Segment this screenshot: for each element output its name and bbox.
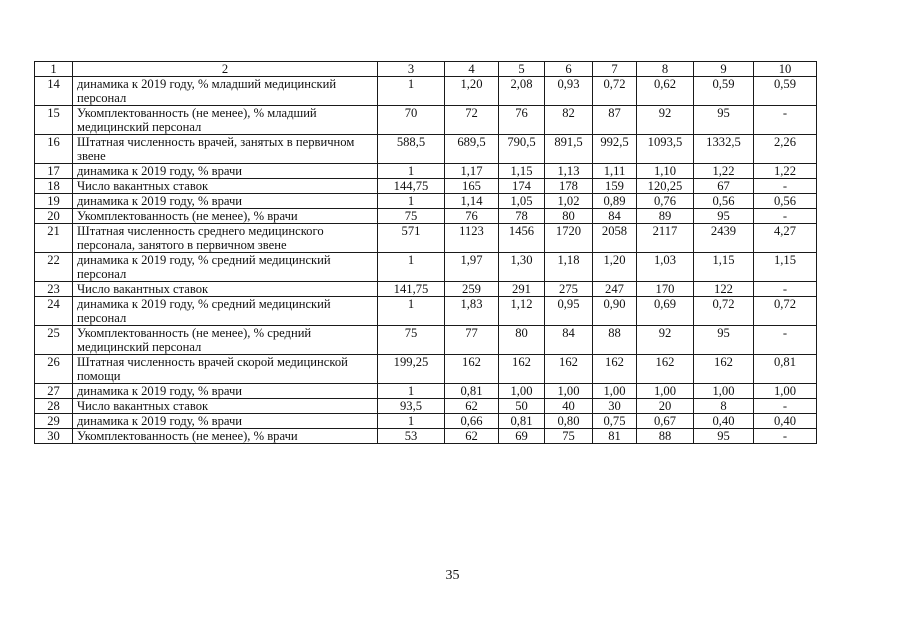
value-cell: 1,00 <box>754 384 817 399</box>
value-cell: 2,26 <box>754 135 817 164</box>
value-cell: 275 <box>545 282 593 297</box>
table-row <box>35 77 817 106</box>
value-cell: 92 <box>637 326 694 355</box>
value-cell: 1,12 <box>499 297 545 326</box>
value-cell: - <box>754 429 817 444</box>
row-number-cell: 30 <box>35 429 73 444</box>
value-cell: 1 <box>378 77 445 106</box>
value-cell: 82 <box>545 106 593 135</box>
value-cell: 89 <box>637 209 694 224</box>
value-cell: 1 <box>378 253 445 282</box>
value-cell: 81 <box>593 429 637 444</box>
value-cell: 75 <box>545 429 593 444</box>
table-row <box>35 355 817 384</box>
value-cell: 1,15 <box>754 253 817 282</box>
header-cell: 7 <box>593 62 637 77</box>
value-cell: - <box>754 209 817 224</box>
value-cell: 87 <box>593 106 637 135</box>
value-cell: 1,97 <box>445 253 499 282</box>
row-number-cell: 25 <box>35 326 73 355</box>
value-cell: 1 <box>378 384 445 399</box>
value-cell: 0,81 <box>499 414 545 429</box>
table-row <box>35 297 817 326</box>
value-cell: 2117 <box>637 224 694 253</box>
value-cell: 0,72 <box>754 297 817 326</box>
value-cell: 571 <box>378 224 445 253</box>
table-row <box>35 399 817 414</box>
value-cell: 1,22 <box>694 164 754 179</box>
value-cell: 588,5 <box>378 135 445 164</box>
table-row <box>35 253 817 282</box>
value-cell: 1,18 <box>545 253 593 282</box>
value-cell: 259 <box>445 282 499 297</box>
value-cell: 0,80 <box>545 414 593 429</box>
value-cell: 0,72 <box>694 297 754 326</box>
value-cell: 1,00 <box>499 384 545 399</box>
value-cell: 0,95 <box>545 297 593 326</box>
value-cell: 162 <box>545 355 593 384</box>
table-row <box>35 179 817 194</box>
indicator-name-cell: Штатная численность среднего медицинского персонала, занятого в первичном звене <box>73 224 378 253</box>
value-cell: 162 <box>593 355 637 384</box>
value-cell: 1 <box>378 164 445 179</box>
value-cell: 53 <box>378 429 445 444</box>
table-header-row <box>35 62 817 77</box>
value-cell: 0,59 <box>754 77 817 106</box>
indicator-name-cell: динамика к 2019 году, % средний медицинский персонал <box>73 297 378 326</box>
value-cell: 0,76 <box>637 194 694 209</box>
value-cell: 0,81 <box>754 355 817 384</box>
value-cell: - <box>754 179 817 194</box>
staffing-table <box>34 61 817 444</box>
value-cell: 75 <box>378 326 445 355</box>
indicator-name-cell: Число вакантных ставок <box>73 399 378 414</box>
header-cell: 5 <box>499 62 545 77</box>
value-cell: 1,15 <box>499 164 545 179</box>
row-number-cell: 17 <box>35 164 73 179</box>
value-cell: 2058 <box>593 224 637 253</box>
row-number-cell: 28 <box>35 399 73 414</box>
value-cell: 291 <box>499 282 545 297</box>
value-cell: 178 <box>545 179 593 194</box>
row-number-cell: 22 <box>35 253 73 282</box>
value-cell: 1,00 <box>694 384 754 399</box>
value-cell: 72 <box>445 106 499 135</box>
value-cell: 1720 <box>545 224 593 253</box>
value-cell: 0,62 <box>637 77 694 106</box>
value-cell: 1,83 <box>445 297 499 326</box>
value-cell: 120,25 <box>637 179 694 194</box>
row-number-cell: 18 <box>35 179 73 194</box>
row-number-cell: 21 <box>35 224 73 253</box>
value-cell: 992,5 <box>593 135 637 164</box>
value-cell: 88 <box>593 326 637 355</box>
indicator-name-cell: Укомплектованность (не менее), % врачи <box>73 429 378 444</box>
value-cell: 1,02 <box>545 194 593 209</box>
value-cell: 1,30 <box>499 253 545 282</box>
value-cell: 0,72 <box>593 77 637 106</box>
row-number-cell: 16 <box>35 135 73 164</box>
header-cell: 8 <box>637 62 694 77</box>
header-cell: 4 <box>445 62 499 77</box>
value-cell: 76 <box>445 209 499 224</box>
value-cell: 70 <box>378 106 445 135</box>
value-cell: 0,40 <box>694 414 754 429</box>
value-cell: 80 <box>499 326 545 355</box>
value-cell: 0,93 <box>545 77 593 106</box>
value-cell: 50 <box>499 399 545 414</box>
table-row <box>35 282 817 297</box>
value-cell: 1 <box>378 297 445 326</box>
value-cell: 0,67 <box>637 414 694 429</box>
value-cell: 92 <box>637 106 694 135</box>
value-cell: 95 <box>694 106 754 135</box>
value-cell: 1,14 <box>445 194 499 209</box>
value-cell: 4,27 <box>754 224 817 253</box>
value-cell: 0,40 <box>754 414 817 429</box>
value-cell: 95 <box>694 429 754 444</box>
indicator-name-cell: Штатная численность врачей скорой медицинской помощи <box>73 355 378 384</box>
value-cell: 78 <box>499 209 545 224</box>
value-cell: - <box>754 399 817 414</box>
table-row <box>35 414 817 429</box>
value-cell: 141,75 <box>378 282 445 297</box>
value-cell: 1,20 <box>445 77 499 106</box>
value-cell: 790,5 <box>499 135 545 164</box>
value-cell: 1,15 <box>694 253 754 282</box>
header-cell: 1 <box>35 62 73 77</box>
value-cell: 62 <box>445 429 499 444</box>
table-row <box>35 209 817 224</box>
row-number-cell: 20 <box>35 209 73 224</box>
value-cell: 1 <box>378 194 445 209</box>
table-body <box>35 62 817 444</box>
table-row <box>35 224 817 253</box>
value-cell: 1,11 <box>593 164 637 179</box>
value-cell: 88 <box>637 429 694 444</box>
value-cell: 1,00 <box>545 384 593 399</box>
header-cell: 10 <box>754 62 817 77</box>
table-row <box>35 384 817 399</box>
indicator-name-cell: динамика к 2019 году, % врачи <box>73 414 378 429</box>
value-cell: 1,22 <box>754 164 817 179</box>
table-row <box>35 429 817 444</box>
indicator-name-cell: Укомплектованность (не менее), % врачи <box>73 209 378 224</box>
value-cell: 199,25 <box>378 355 445 384</box>
value-cell: - <box>754 106 817 135</box>
value-cell: 30 <box>593 399 637 414</box>
indicator-name-cell: динамика к 2019 году, % младший медицинский персонал <box>73 77 378 106</box>
indicator-name-cell: динамика к 2019 году, % средний медицинский персонал <box>73 253 378 282</box>
value-cell: 1456 <box>499 224 545 253</box>
row-number-cell: 29 <box>35 414 73 429</box>
header-cell: 3 <box>378 62 445 77</box>
value-cell: 84 <box>593 209 637 224</box>
value-cell: 165 <box>445 179 499 194</box>
value-cell: 1,13 <box>545 164 593 179</box>
row-number-cell: 24 <box>35 297 73 326</box>
header-cell: 2 <box>73 62 378 77</box>
indicator-name-cell: Число вакантных ставок <box>73 179 378 194</box>
value-cell: 0,69 <box>637 297 694 326</box>
header-cell: 6 <box>545 62 593 77</box>
row-number-cell: 14 <box>35 77 73 106</box>
value-cell: 67 <box>694 179 754 194</box>
table-row <box>35 194 817 209</box>
value-cell: 95 <box>694 326 754 355</box>
value-cell: 247 <box>593 282 637 297</box>
value-cell: 1,17 <box>445 164 499 179</box>
indicator-name-cell: динамика к 2019 году, % врачи <box>73 384 378 399</box>
indicator-name-cell: динамика к 2019 году, % врачи <box>73 164 378 179</box>
value-cell: 159 <box>593 179 637 194</box>
value-cell: 122 <box>694 282 754 297</box>
value-cell: 8 <box>694 399 754 414</box>
value-cell: 0,89 <box>593 194 637 209</box>
header-cell: 9 <box>694 62 754 77</box>
value-cell: - <box>754 282 817 297</box>
table-row <box>35 106 817 135</box>
value-cell: 891,5 <box>545 135 593 164</box>
row-number-cell: 19 <box>35 194 73 209</box>
value-cell: 84 <box>545 326 593 355</box>
value-cell: 144,75 <box>378 179 445 194</box>
indicator-name-cell: Укомплектованность (не менее), % младший медицинский персонал <box>73 106 378 135</box>
row-number-cell: 26 <box>35 355 73 384</box>
page-number: 35 <box>445 568 460 583</box>
value-cell: 1332,5 <box>694 135 754 164</box>
indicator-name-cell: Штатная численность врачей, занятых в первичном звене <box>73 135 378 164</box>
value-cell: 1,00 <box>593 384 637 399</box>
row-number-cell: 15 <box>35 106 73 135</box>
value-cell: 1123 <box>445 224 499 253</box>
value-cell: 162 <box>694 355 754 384</box>
table-row <box>35 164 817 179</box>
value-cell: 69 <box>499 429 545 444</box>
value-cell: 0,81 <box>445 384 499 399</box>
value-cell: 2439 <box>694 224 754 253</box>
table-row <box>35 326 817 355</box>
value-cell: 93,5 <box>378 399 445 414</box>
value-cell: 2,08 <box>499 77 545 106</box>
indicator-name-cell: динамика к 2019 году, % врачи <box>73 194 378 209</box>
value-cell: - <box>754 326 817 355</box>
value-cell: 1,05 <box>499 194 545 209</box>
value-cell: 95 <box>694 209 754 224</box>
value-cell: 20 <box>637 399 694 414</box>
value-cell: 170 <box>637 282 694 297</box>
value-cell: 174 <box>499 179 545 194</box>
indicator-name-cell: Укомплектованность (не менее), % средний медицинский персонал <box>73 326 378 355</box>
value-cell: 1 <box>378 414 445 429</box>
value-cell: 76 <box>499 106 545 135</box>
value-cell: 0,56 <box>694 194 754 209</box>
value-cell: 1,03 <box>637 253 694 282</box>
value-cell: 77 <box>445 326 499 355</box>
value-cell: 162 <box>445 355 499 384</box>
value-cell: 75 <box>378 209 445 224</box>
value-cell: 162 <box>637 355 694 384</box>
value-cell: 0,75 <box>593 414 637 429</box>
value-cell: 1,00 <box>637 384 694 399</box>
table-row <box>35 135 817 164</box>
value-cell: 1,20 <box>593 253 637 282</box>
value-cell: 40 <box>545 399 593 414</box>
row-number-cell: 27 <box>35 384 73 399</box>
value-cell: 0,66 <box>445 414 499 429</box>
value-cell: 62 <box>445 399 499 414</box>
value-cell: 0,59 <box>694 77 754 106</box>
value-cell: 1093,5 <box>637 135 694 164</box>
indicator-name-cell: Число вакантных ставок <box>73 282 378 297</box>
value-cell: 1,10 <box>637 164 694 179</box>
value-cell: 689,5 <box>445 135 499 164</box>
value-cell: 0,56 <box>754 194 817 209</box>
value-cell: 0,90 <box>593 297 637 326</box>
value-cell: 80 <box>545 209 593 224</box>
value-cell: 162 <box>499 355 545 384</box>
row-number-cell: 23 <box>35 282 73 297</box>
